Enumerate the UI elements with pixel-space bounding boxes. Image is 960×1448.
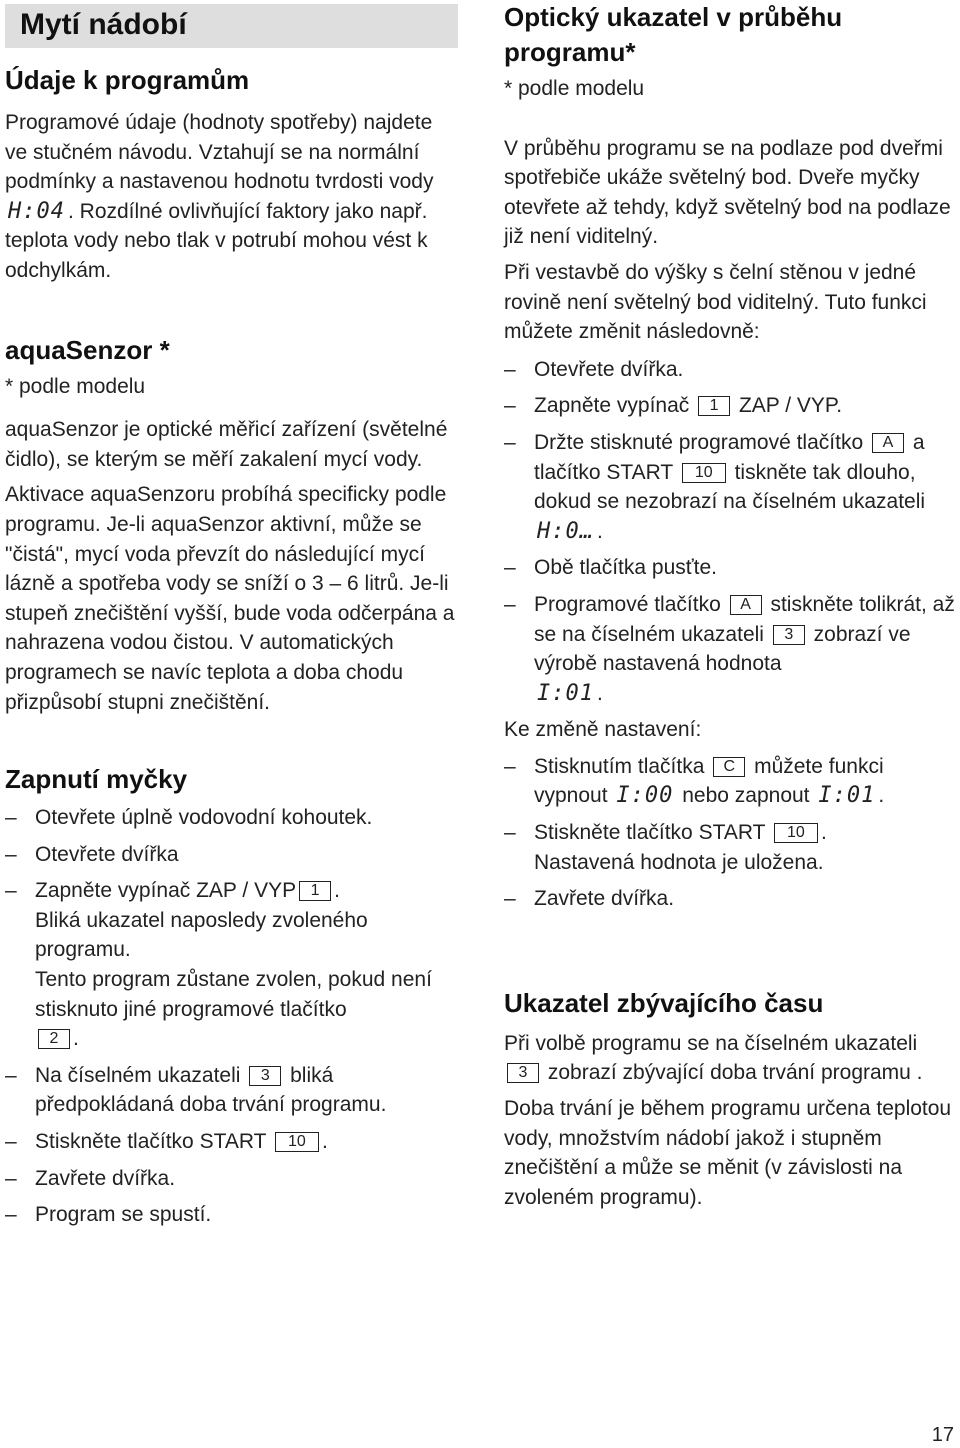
- list-item: – Obě tlačítka pusťte.: [504, 553, 960, 583]
- page-number: 17: [931, 1424, 954, 1446]
- right-column: [504, 0, 960, 1212]
- key-10: 10: [682, 463, 726, 483]
- display-value-i01: I:01: [818, 783, 876, 809]
- list-item: – Stiskněte tlačítko START 10 .: [5, 1127, 460, 1157]
- page-section-title: Mytí nádobí: [20, 8, 187, 41]
- display-value-i00: I:00: [616, 783, 674, 809]
- optical-steps: [504, 355, 960, 709]
- heading-remaining-time: Ukazatel zbývajícího času: [504, 987, 824, 1018]
- list-item: – Program se spustí.: [5, 1200, 460, 1230]
- key-a: A: [872, 433, 904, 453]
- key-10: 10: [774, 823, 818, 843]
- key-c: C: [713, 757, 745, 777]
- list-item: – Na číselném ukazateli 3 bliká předpokládaná doba trvání programu.: [5, 1061, 460, 1120]
- key-3: 3: [507, 1063, 539, 1083]
- list-item: – Zapněte vypínač ZAP / VYP 1 . Bliká ukazatel naposledy zvoleného programu. Tento program zůstane zvolen, pokud není stisknuto jiné programové tlačítko 2 .: [5, 876, 460, 1054]
- list-item: – Držte stisknuté programové tlačítko A a tlačítko START 10 tiskněte tak dlouho, dokud se nezobrazí na číselném ukazateli H:0… .: [504, 428, 960, 546]
- remaining-time-paragraph-2: Doba trvání je během programu určena teplotou vody, množstvím nádobí jakož i stupněm znečištění a může se měnit (v závislosti na zvoleném programu).: [504, 1097, 952, 1209]
- program-data-paragraph: Programové údaje (hodnoty spotřeby) najdete ve stučném návodu. Vztahují se na normální podmínky a nastavenou hodnotu tvrdosti vody H:04 . Rozdílné ovlivňující faktory jako např. teplota vody nebo tlak v potrubí mohou vést k odchylkám.: [5, 111, 434, 282]
- left-column: [5, 0, 460, 1237]
- optical-paragraph-2: Při vestavbě do výšky s čelní stěnou v jedné rovině není světelný bod viditelný. Tuto funkci můžete změnit následovně:: [504, 260, 927, 344]
- change-steps: [504, 752, 960, 914]
- list-item: – Stisknutím tlačítka C můžete funkci vypnout I:00 nebo zapnout I:01 .: [504, 752, 960, 811]
- display-value-h04: H:04: [8, 198, 65, 224]
- aquasenzor-paragraph-1: aquaSenzor je optické měřicí zařízení (světelné čidlo), se kterým se měří zakalení mycí vody.: [5, 418, 448, 471]
- change-setting-label: Ke změně nastavení:: [504, 718, 702, 742]
- list-item: – Otevřete úplně vodovodní kohoutek.: [5, 803, 460, 833]
- heading-program-data: Údaje k programům: [5, 65, 250, 95]
- optical-paragraph-1: V průběhu programu se na podlaze pod dveřmi spotřebiče ukáže světelný bod. Dveře myčky otevřete až tehdy, když světelný bod na podlaze již není viditelný.: [504, 136, 951, 249]
- list-item: – Otevřete dvířka: [5, 840, 460, 870]
- key-10: 10: [275, 1132, 319, 1152]
- list-item: – Zavřete dvířka.: [5, 1164, 460, 1194]
- list-item: – Stiskněte tlačítko START 10 . Nastavená hodnota je uložena.: [504, 818, 960, 877]
- list-item: – Zavřete dvířka.: [504, 884, 960, 914]
- model-note: * podle modelu: [504, 77, 645, 100]
- switch-on-steps: [5, 803, 460, 1230]
- display-value-h0: H:0…: [537, 518, 594, 544]
- heading-aquasenzor: aquaSenzor *: [5, 334, 170, 365]
- list-item: – Programové tlačítko A stiskněte tolikrát, až se na číselném ukazateli 3 zobrazí ve výrobě nastavená hodnota I:01 .: [504, 590, 960, 708]
- key-1: 1: [698, 396, 730, 416]
- heading-optical-indicator: Optický ukazatel v průběhu programu*: [504, 2, 843, 67]
- key-2: 2: [38, 1029, 70, 1049]
- key-3: 3: [773, 625, 805, 645]
- heading-switch-on: Zapnutí myčky: [5, 764, 188, 795]
- remaining-time-paragraph-1: Při volbě programu se na číselném ukazateli 3 zobrazí zbývající doba trvání programu .: [504, 1031, 923, 1085]
- list-item: – Zapněte vypínač 1 ZAP / VYP.: [504, 391, 960, 421]
- model-note: * podle modelu: [5, 374, 146, 398]
- list-item: – Otevřete dvířka.: [504, 355, 960, 385]
- key-a: A: [730, 595, 762, 615]
- key-3: 3: [249, 1066, 281, 1086]
- aquasenzor-paragraph-2: Aktivace aquaSenzoru probíhá specificky podle programu. Je-li aquaSenzor aktivní, může se "čistá", mycí voda převzít do následující mycí lázně a spotřeba vody se sníží o 3 – 6 litrů. Je-li stupeň znečištění vyšší, bude voda odčerpána a nahrazena vodou čistou. V automatických programech se navíc teplota a doba chodu přizpůsobí stupni znečištění.: [5, 483, 455, 714]
- display-value-i01: I:01: [537, 680, 594, 706]
- key-1: 1: [299, 881, 331, 901]
